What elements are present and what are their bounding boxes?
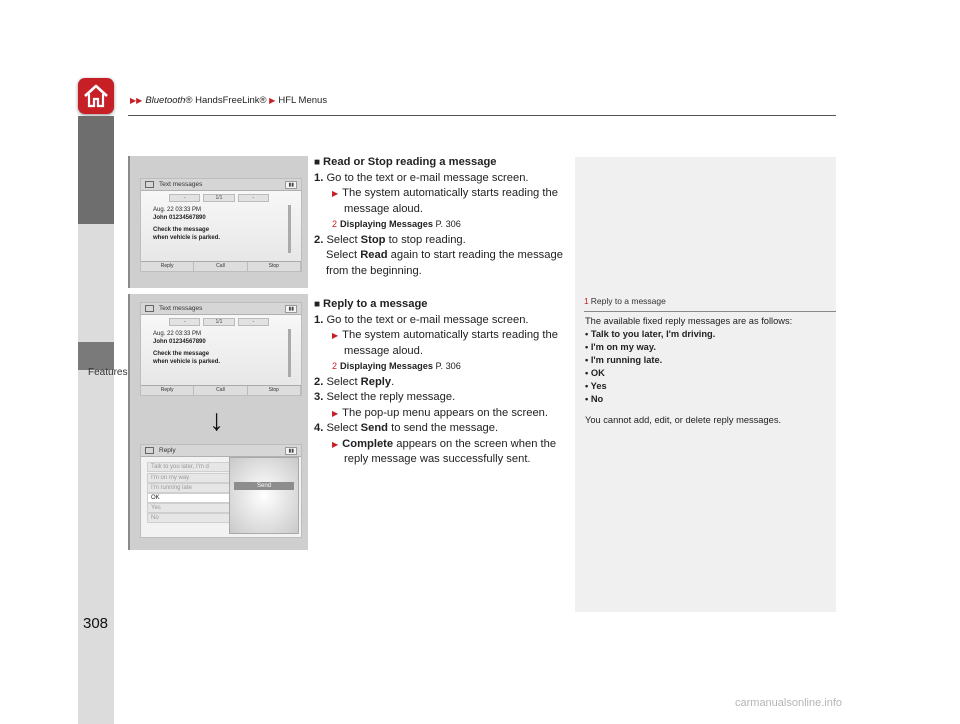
side-tab-top [78,116,114,224]
step-3: 3. Select the reply message. [314,391,456,403]
breadcrumb-arrow-icon: ▶▶ [130,96,143,105]
step-4: 4. Select Send to send the message. [314,422,499,434]
screen-call-button: Call [194,386,247,395]
nav-page: 1/1 [203,318,234,326]
breadcrumb-item-bluetooth-suffix[interactable]: ® HandsFreeLink® [185,95,267,106]
text-messages-screen [140,302,302,396]
signal-status-icon: ▮▮ [285,181,297,189]
message-line-1: Check the message [153,227,210,233]
message-line-2: when vehicle is parked. [153,358,221,365]
home-icon [78,78,114,114]
reply-option: Yes [147,503,234,513]
screen-title-bar [141,303,301,315]
step-1: 1. Go to the text or e-mail message screen. [314,171,529,184]
reference-icon: 2 [332,219,338,229]
screen-nav [169,194,269,202]
screen-title: Text messages [159,305,203,312]
note-item: • No [585,394,604,404]
message-date: Aug. 22 03:33 PM [153,207,202,213]
screen-image-read [128,156,308,288]
section-title-reply: ■ Reply to a message [314,298,428,310]
send-popup [229,457,299,534]
reply-option: No [147,513,234,523]
result-arrow-icon: ▶ [332,439,339,449]
breadcrumb-arrow-icon: ▶ [269,96,276,105]
reply-option: I'm on my way [147,473,234,483]
down-arrow-icon: ↓ [209,404,224,437]
side-tab-active-marker [78,342,114,370]
note-outro: You cannot add, edit, or delete reply messages. [585,415,782,425]
screen-call-button: Call [194,262,247,271]
note-item: • OK [585,368,605,378]
nav-prev: - [169,318,200,326]
screen-buttons [141,261,301,271]
square-bullet-icon: ■ [314,299,321,310]
step-2: 2. Select Stop to stop reading. Select Read again to start reading the message from the beginning. [314,233,563,277]
screen-title: Text messages [159,181,203,188]
note-item: • Talk to you later, I'm driving. [585,329,716,339]
square-bullet-icon: ■ [314,157,321,168]
message-sender: John 01234567890 [153,338,206,345]
send-button: Send [234,482,294,490]
result-arrow-icon: ▶ [332,331,339,340]
note-reply [584,295,836,427]
main-instructions [314,155,568,468]
screen-title-bar [141,179,301,191]
phone-icon [145,305,154,312]
scroll-bar [288,329,291,377]
home-button[interactable] [78,78,114,114]
message-line-1: Check the message [153,351,210,357]
side-tab-label[interactable]: Features [88,367,128,378]
message-date: Aug. 22 03:33 PM [153,331,202,337]
note-item: • Yes [585,381,607,391]
step-1-result: ▶ The system automatically starts reading the message aloud. [332,329,558,357]
nav-next: - [238,194,269,202]
phone-icon [145,447,154,454]
signal-status-icon: ▮▮ [285,447,297,455]
step-2: 2. Select Reply. [314,375,395,388]
phone-icon [145,181,154,188]
screen-reply-button: Reply [141,386,194,395]
section-title-read: ■ Read or Stop reading a message [314,156,497,168]
message-content [153,331,220,366]
page-number: 308 [83,615,109,632]
step-1-result: ▶ The system automatically starts reading the message aloud. [332,187,558,215]
scroll-bar [288,205,291,253]
step-3-result: ▶ The pop-up menu appears on the screen. [332,406,549,419]
reply-screen [140,444,302,538]
screen-stop-button: Stop [248,386,301,395]
message-line-2: when vehicle is parked. [153,234,221,241]
screen-stop-button: Stop [248,262,301,271]
screen-buttons [141,385,301,395]
note-item: • I'm on my way. [585,342,656,352]
message-sender: John 01234567890 [153,214,206,221]
cross-reference[interactable]: 2 Displaying Messages P. 306 [332,219,461,229]
message-content [153,207,220,242]
breadcrumb [130,95,327,106]
reference-icon: 2 [332,361,338,371]
header-rule [128,115,836,116]
breadcrumb-item-hfl-menus[interactable]: HFL Menus [278,95,328,106]
reply-option: I'm running late [147,483,234,493]
note-icon: 1 [584,296,589,306]
cross-reference[interactable]: 2 Displaying Messages P. 306 [332,361,461,371]
nav-prev: - [169,194,200,202]
breadcrumb-item-bluetooth[interactable]: Bluetooth [145,95,186,106]
reply-option-selected: OK [147,493,234,503]
screen-nav [169,318,269,326]
result-arrow-icon: ▶ [332,189,339,198]
note-title: 1 Reply to a message [584,295,836,312]
note-item: • I'm running late. [585,355,663,365]
reply-option: Talk to you later, I'm d [147,462,234,472]
step-1: 1. Go to the text or e-mail message screen. [314,313,529,326]
nav-page: 1/1 [203,194,234,202]
text-messages-screen [140,178,302,272]
reply-title: Reply [159,447,176,454]
watermark: carmanualsonline.info [735,697,843,709]
reply-title-bar [141,445,301,457]
result-arrow-icon: ▶ [332,408,339,418]
signal-status-icon: ▮▮ [285,305,297,313]
side-tab-bar [78,224,114,724]
nav-next: - [238,318,269,326]
screen-reply-button: Reply [141,262,194,271]
note-intro: The available fixed reply messages are as follows: [585,316,793,326]
step-4-result: ▶ Complete appears on the screen when the reply message was successfully sent. [332,437,557,465]
